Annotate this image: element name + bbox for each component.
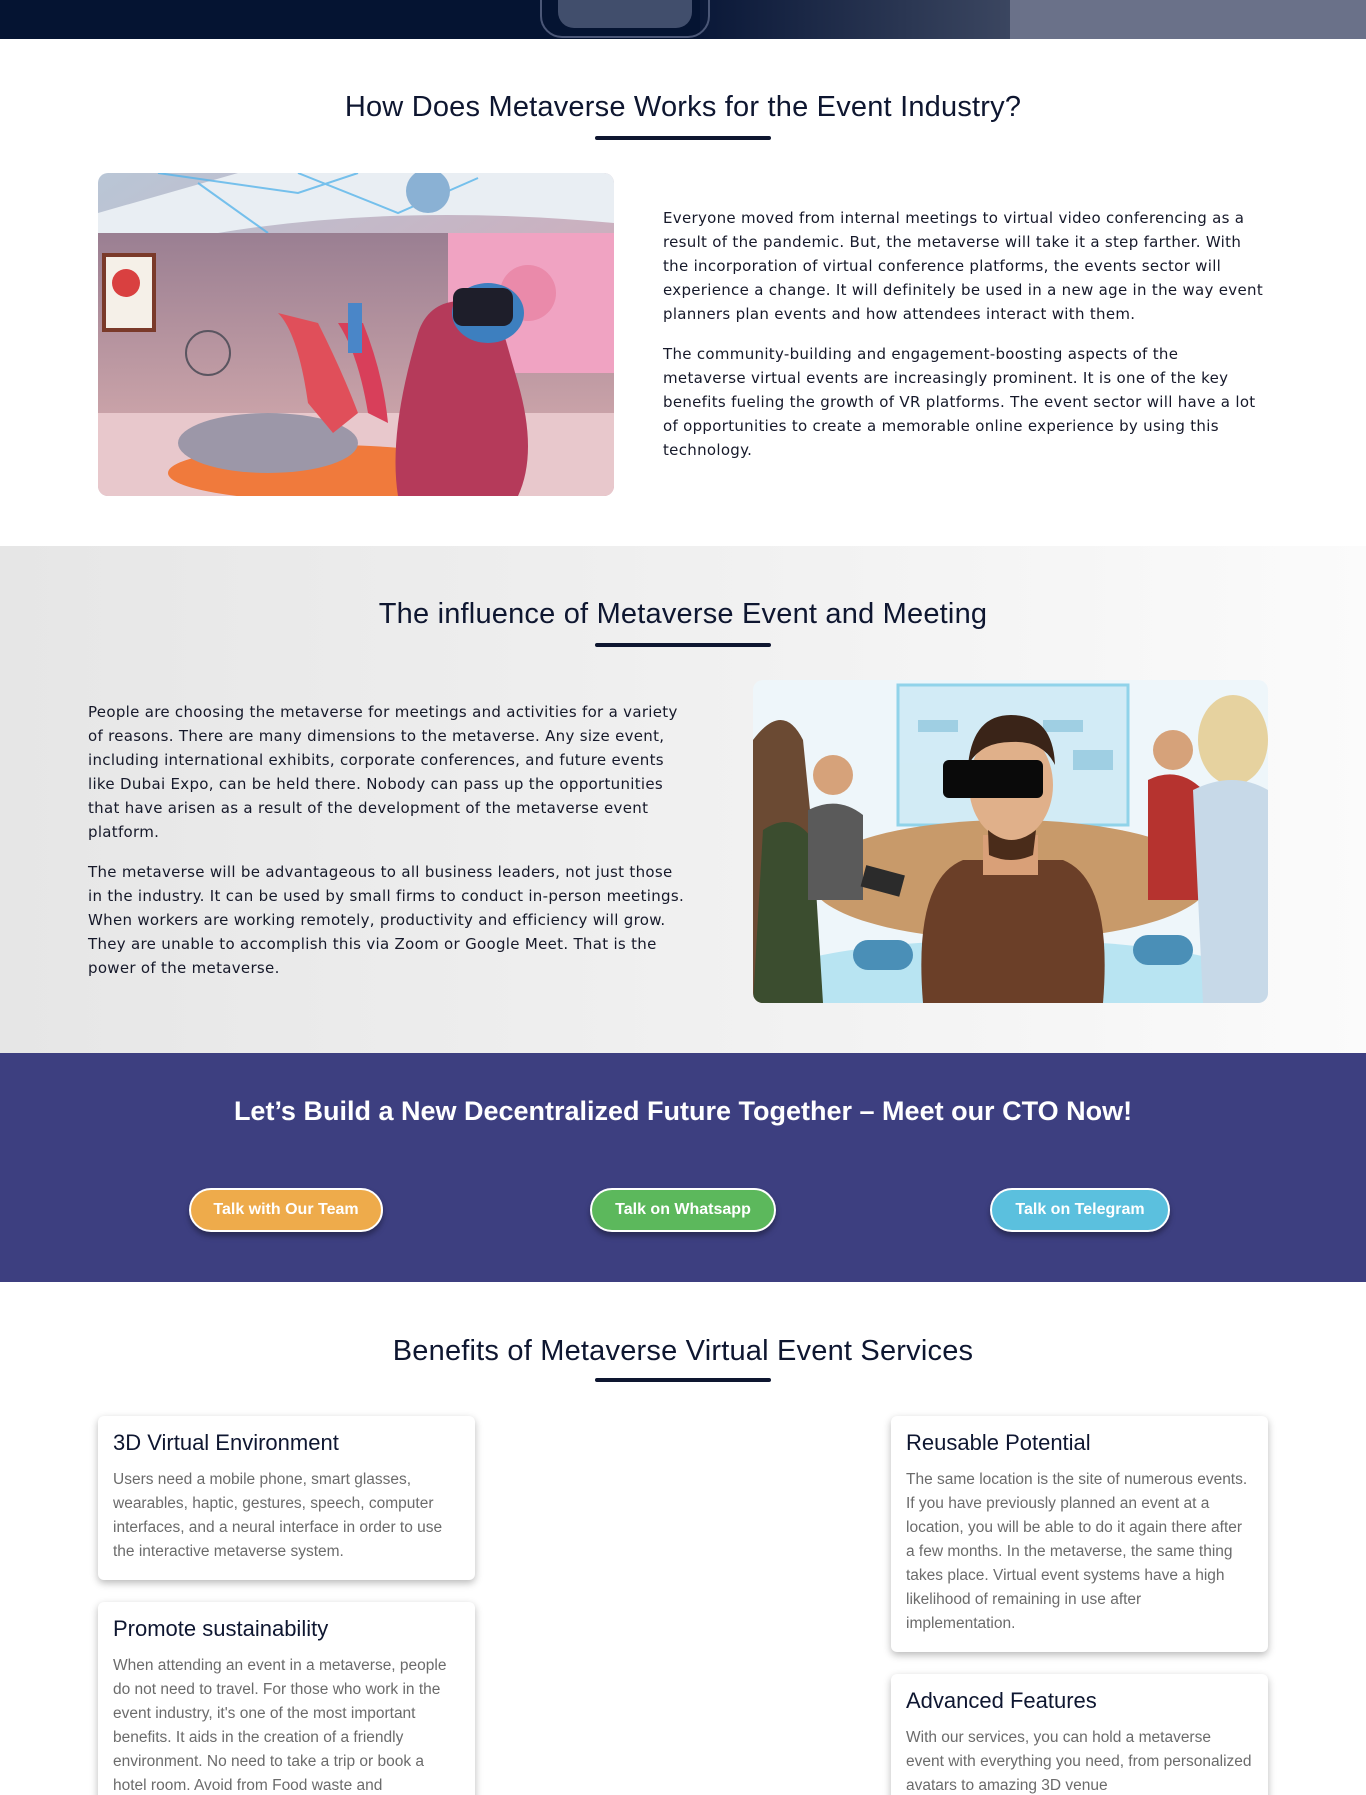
vr-woman-illustration xyxy=(98,173,614,496)
talk-on-telegram-button[interactable]: Talk on Telegram xyxy=(990,1188,1170,1232)
benefit-card-text: The same location is the site of numerous events. If you have previously planned an event at a location, you will be able to do it again there after a few months. In the metaverse, the same thing takes place. Virtual event systems have a high likelihood of remaining in use after implementation. xyxy=(906,1471,1248,1632)
avatar-meeting-illustration xyxy=(753,680,1268,1003)
benefit-card-sustainability xyxy=(98,1602,475,1795)
benefit-card-title: Promote sustainability xyxy=(113,1616,329,1641)
benefits-title: Benefits of Metaverse Virtual Event Services xyxy=(392,1335,974,1367)
section1-title: How Does Metaverse Works for the Event Industry? xyxy=(344,91,1022,123)
benefit-card-advanced-features xyxy=(891,1674,1268,1795)
benefit-card-text: With our services, you can hold a metaverse event with everything you need, from personalized avatars to amazing 3D venue xyxy=(906,1729,1252,1794)
benefit-card-text: When attending an event in a metaverse, people do not need to travel. For those who work in the event industry, it's one of the most important benefits. It aids in the creation of a friendly environment. No need to take a trip or book a hotel room. Avoid from Food waste and xyxy=(113,1657,447,1794)
section1-text xyxy=(663,206,1263,478)
section2-text xyxy=(88,700,688,996)
cta-title: Let’s Build a New Decentralized Future Together – Meet our CTO Now! xyxy=(233,1096,1133,1126)
benefit-card-title: 3D Virtual Environment xyxy=(113,1430,339,1455)
talk-with-team-button[interactable]: Talk with Our Team xyxy=(189,1188,383,1232)
benefit-card-title: Reusable Potential xyxy=(906,1430,1091,1455)
section2-image xyxy=(753,680,1268,1003)
benefits-title-underline xyxy=(595,1378,771,1382)
talk-on-whatsapp-button[interactable]: Talk on Whatsapp xyxy=(590,1188,776,1232)
section2-paragraph: People are choosing the metaverse for meetings and activities for a variety of reasons. There are many dimensions to the metaverse. Any size event, including international exhibits, corporate conferences, and future events like Dubai Expo, can be held there. Nobody can pass up the opportunities that have arisen as a result of the development of the metaverse event platform. xyxy=(88,703,678,841)
benefit-card-text: Users need a mobile phone, smart glasses, wearables, haptic, gestures, speech, computer interfaces, and a neural interface in order to use the interactive metaverse system. xyxy=(113,1471,443,1560)
benefit-card-title: Advanced Features xyxy=(906,1688,1097,1713)
section2-title: The influence of Metaverse Event and Meeting xyxy=(378,598,988,630)
section1-title-underline xyxy=(595,136,771,140)
banner-right-panel xyxy=(1010,0,1366,39)
section2-paragraph: The metaverse will be advantageous to all business leaders, not just those in the industry. It can be used by small firms to conduct in-person meetings. When workers are working remotely, productivity and efficiency will grow. They are unable to accomplish this via Zoom or Google Meet. That is the power of the metaverse. xyxy=(88,863,685,977)
banner-gradient xyxy=(700,0,1010,39)
section2-title-underline xyxy=(595,643,771,647)
benefit-card-reusable-potential xyxy=(891,1416,1268,1652)
section1-paragraph: The community-building and engagement-boosting aspects of the metaverse virtual events are increasingly prominent. It is one of the key benefits fueling the growth of VR platforms. The event sector will have a lot of opportunities to create a memorable online experience by using this technology. xyxy=(663,345,1256,459)
cta-banner xyxy=(0,1053,1366,1282)
section1-image xyxy=(98,173,614,496)
banner-outline-shape xyxy=(540,0,710,38)
top-banner-strip xyxy=(0,0,1366,39)
benefit-card-3d-environment xyxy=(98,1416,475,1580)
section1-paragraph: Everyone moved from internal meetings to virtual video conferencing as a result of the pandemic. But, the metaverse will take it a step farther. With the incorporation of virtual conference platforms, the events sector will experience a change. It will definitely be used in a new age in the way event planners plan events and how attendees interact with them. xyxy=(663,209,1264,323)
